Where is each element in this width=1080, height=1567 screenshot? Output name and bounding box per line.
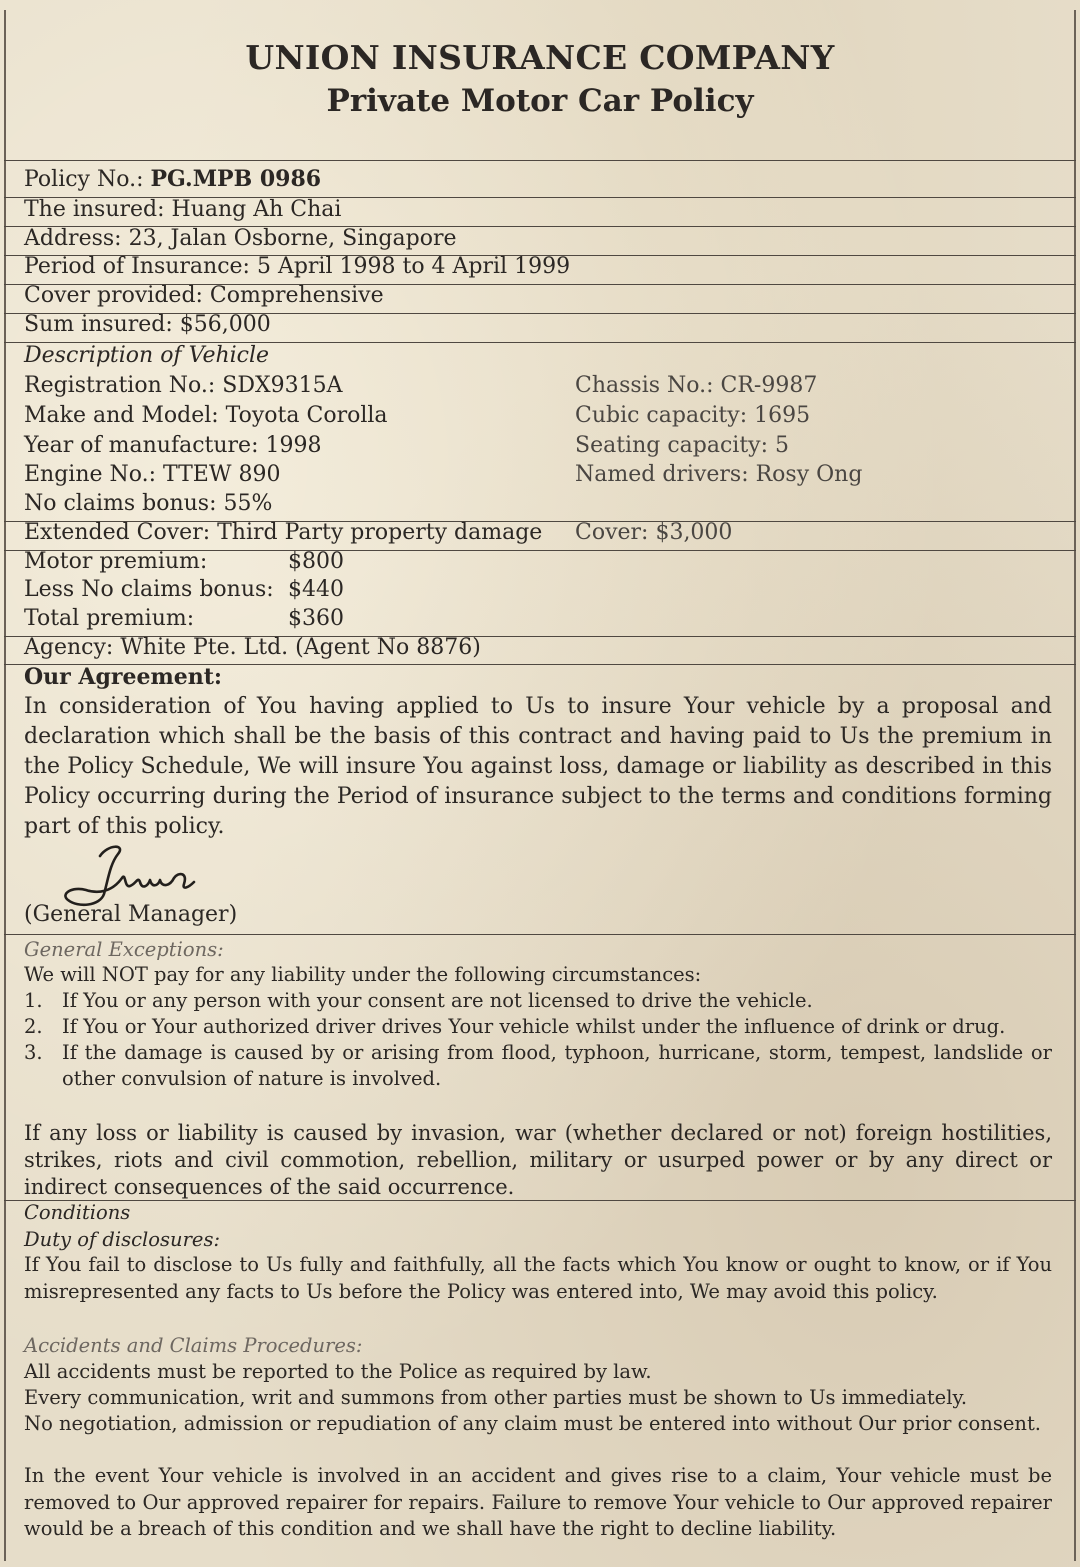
chassis-number: Chassis No.: CR-9987 [575,373,818,398]
ncb-discount-label: Less No claims bonus: [24,577,274,602]
item-text: If the damage is caused by or arising from flood, typhoon, hurricane, storm, tempest, landslide or other convulsion of nature is involved. [62,1041,1052,1090]
cover-provided: Cover provided: Comprehensive [24,283,384,308]
item-number: 3. [24,1041,43,1064]
duty-text: If You fail to disclose to Us fully and faithfully, all the facts which You know or ought to know, or if You misrepresented any facts to Us before the Policy was entered into, We may avoid this policy. [24,1253,1052,1303]
item-text: If You or any person with your consent are not licensed to drive the vehicle. [62,989,813,1012]
seating-capacity: Seating capacity: 5 [575,433,789,458]
company-name: UNION INSURANCE COMPANY [245,38,835,77]
named-drivers: Named drivers: Rosy Ong [575,462,863,487]
policy-number-label: Policy No.: [24,167,144,192]
agency: Agency: White Pte. Ltd. (Agent No 8876) [24,635,481,660]
item-number: 2. [24,1015,43,1038]
total-premium-label: Total premium: [24,606,195,631]
cubic-capacity: Cubic capacity: 1695 [575,403,811,428]
war-clause: If any loss or liability is caused by invasion, war (whether declared or not) foreign hostilities, strikes, riots and civil commotion, rebellion, military or usurped power or by any direct or indirect consequences of the said occurrence. [24,1121,1052,1199]
claims-police: All accidents must be reported to the Police as required by law. [24,1360,652,1383]
conditions-heading: Conditions [24,1201,131,1224]
item-text: If You or Your authorized driver drives Your vehicle whilst under the influence of drink or drug. [62,1015,1006,1038]
divider [4,160,1076,161]
policy-number: PG.MPB 0986 [150,166,322,192]
agreement-text: In consideration of You having applied to Us to insure Your vehicle by a proposal and declaration which shall be the basis of this contract and having paid to Us the premium in the Policy Schedule, We will insure You against loss, damage or liability as described in this Policy occurring during the Period of insurance subject to the terms and conditions forming part of this policy. [24,694,1052,839]
extended-cover: Extended Cover: Third Party property damage [24,520,543,545]
period-of-insurance: Period of Insurance: 5 April 1998 to 4 April 1999 [24,254,571,279]
claims-repairer: In the event Your vehicle is involved in an accident and gives rise to a claim, Your vehicle must be removed to Our approved repairer for repairs. Failure to remove Your vehicle to Our approved repairer would be a breach of this condition and we shall have the right to decline liability. [24,1464,1052,1540]
list-item [24,1014,1052,1040]
document-header [0,38,1080,119]
agreement-heading: Our Agreement: [24,664,222,690]
engine-number: Engine No.: TTEW 890 [24,462,281,487]
year-of-manufacture: Year of manufacture: 1998 [24,433,322,458]
policy-number-row [24,166,321,192]
claims-negotiation: No negotiation, admission or repudiation of any claim must be entered into without Our prior consent. [24,1412,1041,1435]
divider [4,1200,1076,1201]
insured-address: Address: 23, Jalan Osborne, Singapore [24,226,457,251]
exceptions-list [24,988,1052,1092]
signatory-title: (General Manager) [24,902,238,927]
divider [4,934,1076,935]
item-number: 1. [24,989,43,1012]
extended-cover-amount: Cover: $3,000 [575,520,733,545]
sum-insured: Sum insured: $56,000 [24,312,271,337]
duty-heading: Duty of disclosures: [24,1228,221,1251]
motor-premium-value: $800 [288,549,344,574]
no-claims-bonus: No claims bonus: 55% [24,491,273,516]
make-and-model: Make and Model: Toyota Corolla [24,403,388,428]
list-item [24,1040,1052,1092]
list-item [24,988,1052,1014]
ncb-discount-value: $440 [288,577,344,602]
claims-heading: Accidents and Claims Procedures: [24,1334,363,1357]
policy-type-title: Private Motor Car Policy [326,83,754,119]
exceptions-heading: General Exceptions: [24,938,224,961]
motor-premium-label: Motor premium: [24,549,208,574]
exceptions-intro: We will NOT pay for any liability under the following circumstances: [24,963,702,986]
registration-number: Registration No.: SDX9315A [24,373,343,398]
total-premium-value: $360 [288,606,344,631]
claims-communication: Every communication, writ and summons from other parties must be shown to Us immediately. [24,1386,968,1409]
insured-name: The insured: Huang Ah Chai [24,197,342,222]
vehicle-heading: Description of Vehicle [24,343,270,368]
